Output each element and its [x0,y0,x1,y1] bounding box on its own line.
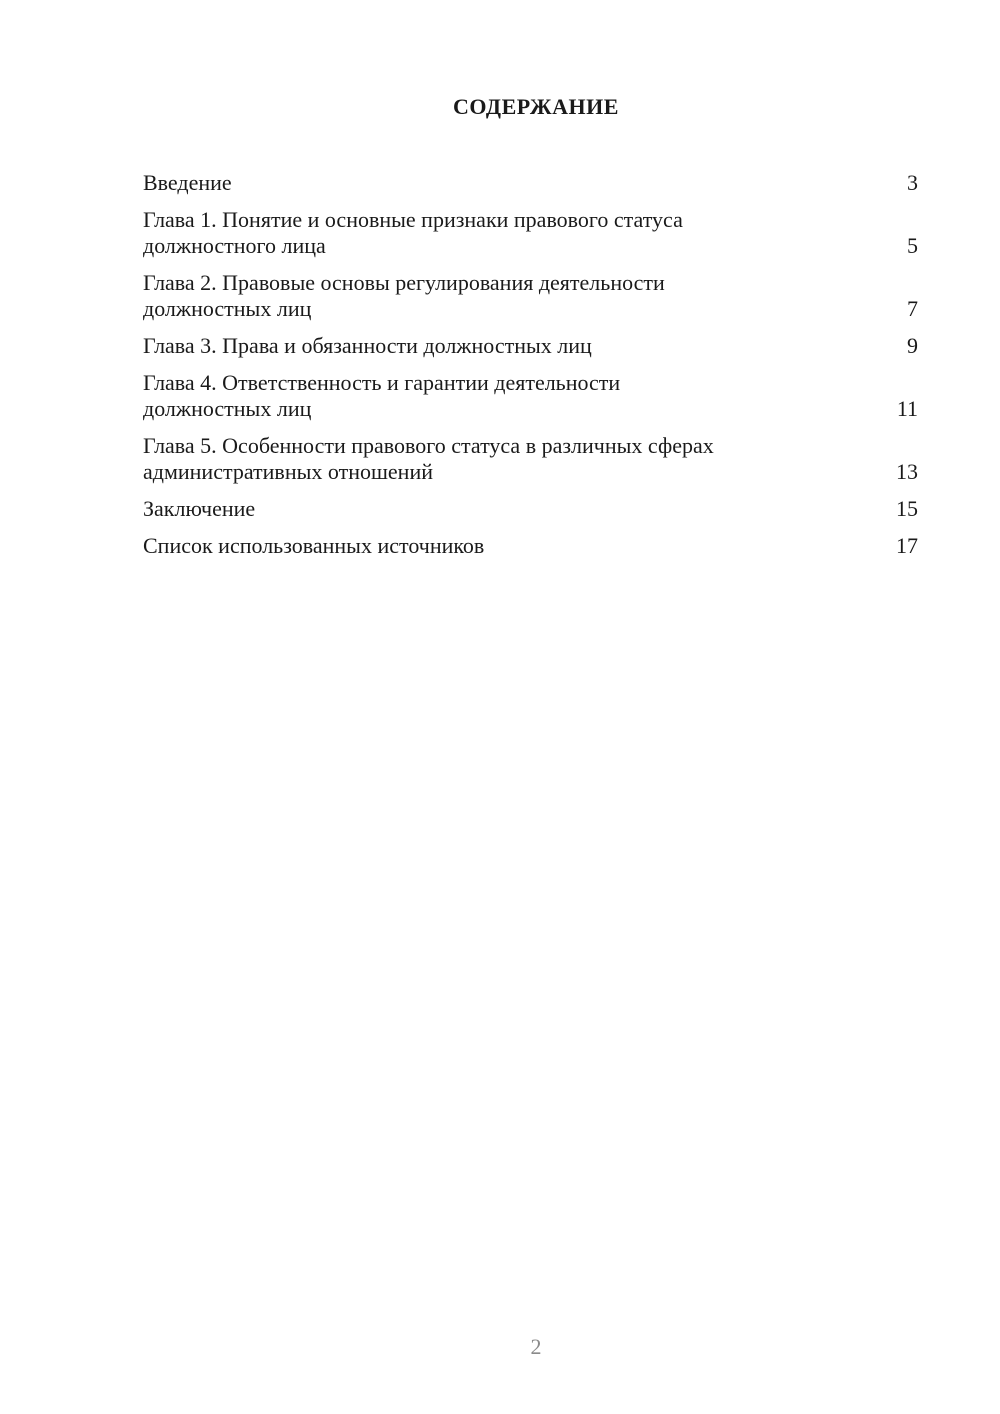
toc-entry-page: 15 [896,496,918,521]
toc-entry-references [143,533,918,559]
toc-entry-page: 13 [896,459,918,484]
toc-entry-chapter-4 [143,370,918,422]
toc-entry-label: Глава 4. Ответственность и гарантии деятельности должностных лиц [143,370,621,421]
toc-entry-label: Глава 1. Понятие и основные признаки правового статуса должностного лица [143,207,683,258]
toc-entry-chapter-1 [143,207,918,259]
toc-entry-label: Введение [143,170,232,195]
toc-entry-page: 5 [907,233,918,258]
toc-entry-page: 9 [907,333,918,358]
toc-entry-label: Глава 3. Права и обязанности должностных лиц [143,333,592,358]
toc-entry-introduction [143,170,918,196]
toc-entry-conclusion [143,496,918,522]
toc-entry-chapter-2 [143,270,918,322]
toc-entry-chapter-3 [143,333,918,359]
toc-entry-page: 11 [896,396,918,421]
toc-entry-label: Глава 5. Особенности правового статуса в различных сферах административных отношений [143,433,714,484]
toc-entry-chapter-5 [143,433,918,485]
toc-entry-label: Заключение [143,496,256,521]
table-of-contents [143,170,918,570]
toc-entry-label: Список использованных источников [143,533,485,558]
toc-entry-page: 17 [896,533,918,558]
toc-entry-page: 3 [907,170,918,195]
page-title: СОДЕРЖАНИЕ [453,94,619,119]
toc-entry-label: Глава 2. Правовые основы регулирования деятельности должностных лиц [143,270,665,321]
toc-entry-page: 7 [907,296,918,321]
page-number: 2 [530,1334,542,1359]
